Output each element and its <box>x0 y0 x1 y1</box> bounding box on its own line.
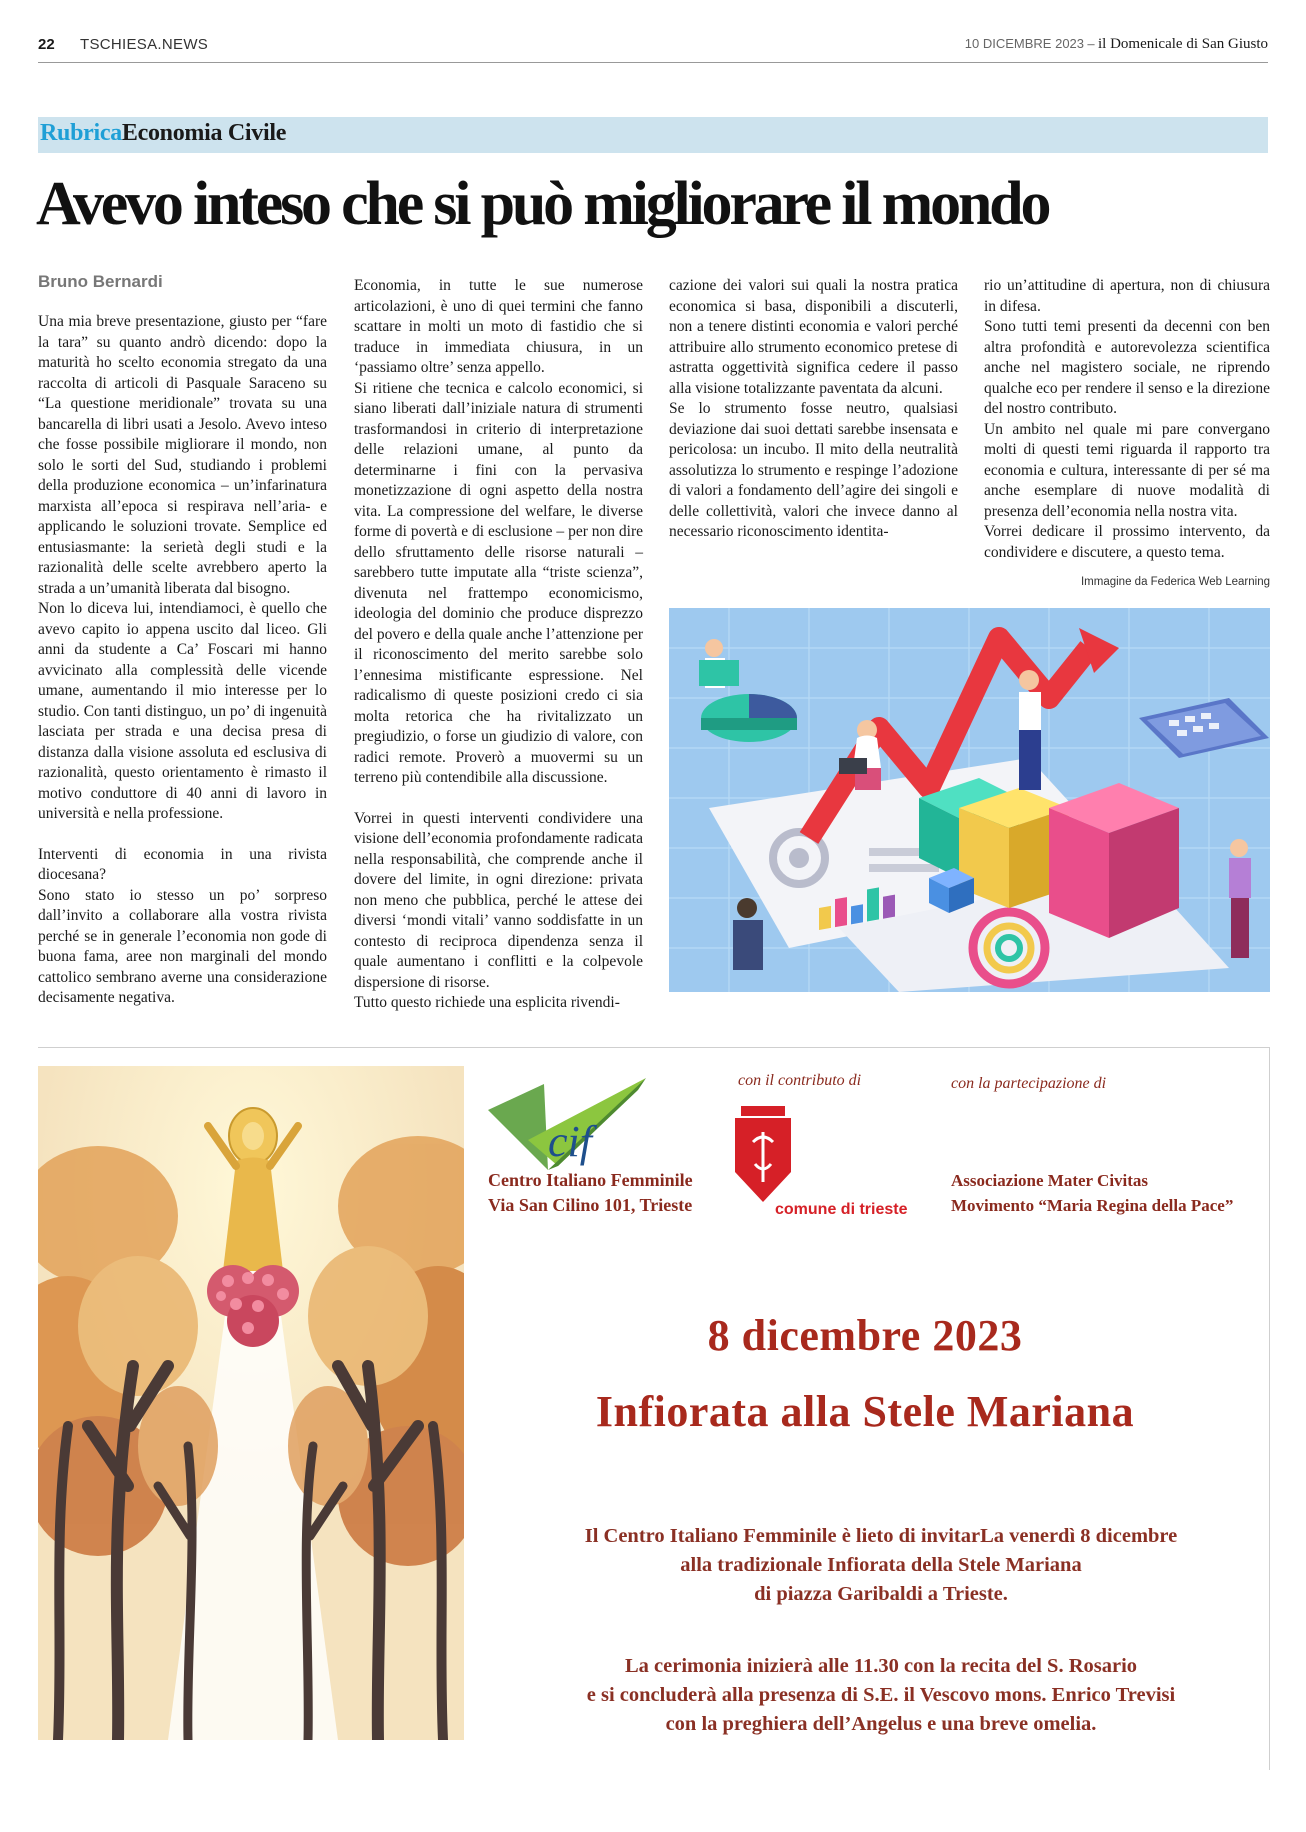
paragraph: Non lo diceva lui, intendiamoci, è quello che avevo capito io appena uscito dal liceo. Gli anni da studente a Ca’ Foscari mi hanno avvicinato alla complessità delle vicende umane, aumentando il mio interesse per lo studio. Con tanti distinguo, un po’ di ingenuità lasciata per strada e una decisa presa di distanza dalla visione assoluta ed esclusiva di razionalità, questo orientamento è rimasto il motivo conduttore di 40 anni di lavoro in università e nella professione. <box>38 600 327 822</box>
invitation-text <box>486 1522 1276 1609</box>
ceremony-text <box>486 1652 1276 1739</box>
article-column-2 <box>354 276 643 1014</box>
comune-trieste-logo <box>713 1102 935 1226</box>
event-date: 8 dicembre 2023 <box>707 1311 1023 1360</box>
page-number: 22 <box>38 36 55 53</box>
invitation-line: Il Centro Italiano Femminile è lieto di invitarLa venerdì 8 dicembre <box>584 1525 1178 1547</box>
site-name[interactable]: TSCHIESA.NEWS <box>80 36 209 53</box>
contribution-label: con il contributo di <box>738 1072 862 1089</box>
cif-org-name: Centro Italiano Femminile <box>488 1170 693 1190</box>
paragraph: Una mia breve presentazione, giusto per “fare la tara” su quanto andrò dicendo: dopo la maturità ho scelto economia stregato da una raccolta di articoli di Pasquale Saraceno su “La questione meridionale” trovata su una bancarella di libri usati a Jesolo. Avevo inteso che fosse possibile migliorare il mondo, non solo le sorti del Sud, studiando i problemi della produzione economica – un’infarinatura marxista all’epoca si respirava nell’aria- e applicando le soluzioni trovate. Semplice ed entusiasmante: la serietà degli studi e la razionalità delle scelte avrebbero aperto la strada a un’umanità liberata dal bisogno. <box>38 313 327 597</box>
paragraph: Si ritiene che tecnica e calcolo economici, si siano liberati dall’iniziale natura di strumenti trasformandosi in criterio di interpretazione delle relazioni umane, al punto da determinarne i fini con la pervasiva monetizzazione di ogni aspetto della nostra vita. La compressione del welfare, le diverse forme di povertà e di esclusione – per non dire dello sfruttamento delle risorse naturali – sarebbero tutte imputate alla “triste scienza”, divenuta nel frattempo economicismo, ideologia del dominio che produce disprezzo del povero e della quale anche l’attenzione per il riconoscimento del merito sarebbe solo l’ennesima mistificante espressione. Nel radicalismo di queste posizioni credo ci sia molta retorica che ha rivitalizzato un pregiudizio, o forse un giudizio di valore, con radici remote. Proverò a muovermi su un terreno più contendibile alla discussione. <box>354 379 643 786</box>
painting-graphic <box>38 1066 464 1740</box>
cif-organization <box>488 1168 693 1218</box>
paragraph: Sono tutti temi presenti da decenni con ben altra profondità e autorevolezza scientifica anche nel magistero sociale, ne riprendo qualche eco per rendere il senso e la direzione del nostro contributo. <box>984 318 1270 417</box>
page-header <box>38 36 1268 64</box>
paragraph: Un ambito nel quale mi pare convergano molti di questi temi riguarda il rapporto tra economia e cultura, interessante di per sé ma anche esemplare di nuove modalità di presenza dell’economia nella nostra vita. <box>984 420 1270 520</box>
rubric-title: Economia Civile <box>121 120 287 146</box>
cif-logo <box>488 1070 646 1180</box>
invitation-line: di piazza Garibaldi a Trieste. <box>754 1583 1008 1605</box>
issue-date <box>965 36 1268 53</box>
paragraph: rio un’attitudine di apertura, non di chiusura in difesa. <box>984 277 1270 315</box>
ad-separator-top <box>38 1047 1270 1048</box>
madonna-painting <box>38 1066 464 1740</box>
header-rule <box>38 62 1268 63</box>
participation-label: con la partecipazione di <box>951 1075 1107 1092</box>
issue-date-text: 10 DICEMBRE 2023 <box>964 36 1085 51</box>
paragraph: Sono stato io stesso un po’ sorpreso dall’invito a collaborare alla vostra rivista perché se in generale l’economia non gode di buona fama, aree non marginali del mondo cattolico sembrano averne una considerazione decisamente negativa. <box>38 886 327 1006</box>
rubric-label <box>40 120 286 147</box>
invitation-line: alla tradizionale Infiorata della Stele Mariana <box>680 1554 1082 1576</box>
rubric-prefix: Rubrica <box>40 120 122 146</box>
image-credit: Immagine da Federica Web Learning <box>1080 576 1270 588</box>
article-column-3 <box>669 276 958 543</box>
article-headline: Avevo inteso che si può migliorare il mondo <box>36 170 1049 238</box>
article-author: Bruno Bernardi <box>38 272 163 291</box>
partner-2: Movimento “Maria Regina della Pace” <box>951 1196 1234 1215</box>
comune-name: comune di trieste <box>775 1201 908 1218</box>
event-title: Infiorata alla Stele Mariana <box>595 1387 1135 1436</box>
partner-1: Associazione Mater Civitas <box>951 1171 1149 1190</box>
ceremony-line: con la preghiera dell’Angelus e una breve omelia. <box>665 1713 1097 1735</box>
date-separator: – <box>1084 37 1099 52</box>
ceremony-line: La cerimonia inizierà alle 11.30 con la recita del S. Rosario <box>624 1655 1138 1677</box>
paragraph: Vorrei dedicare il prossimo intervento, da condividere e discutere, a questo tema. <box>984 523 1270 561</box>
paragraph: Tutto questo richiede una esplicita rivendi- <box>354 994 620 1011</box>
partner-organizations <box>951 1168 1233 1218</box>
paragraph: Interventi di economia in una rivista diocesana? <box>38 845 327 883</box>
article-column-4 <box>984 276 1270 563</box>
paragraph: Vorrei in questi interventi condividere una visione dell’economia profondamente radicata nella responsabilità, che comprende anche il dovere del limite, in ogni direzione: privata non meno che pubblica, perché le attese dei diversi ‘mondi vitali’ vanno soddisfatte in un contesto di reciproca dipendenza senza il quale aumentano i conflitti e la colpevole dispersione di risorse. <box>354 809 643 991</box>
publication-name: il Domenicale di San Giusto <box>1098 36 1268 52</box>
cif-org-address: Via San Cilino 101, Trieste <box>488 1195 693 1215</box>
cif-logo-graphic <box>488 1070 646 1180</box>
comune-logo-graphic <box>713 1102 935 1226</box>
illustration-graphic <box>669 608 1270 992</box>
economy-illustration <box>669 608 1270 992</box>
paragraph: Economia, in tutte le sue numerose articolazioni, è uno di quei termini che fanno scattare in molti un moto di fastidio che si traduce in immediata chiusura, in un ‘passiamo oltre’ senza appello. <box>354 277 643 376</box>
paragraph: Se lo strumento fosse neutro, qualsiasi deviazione dai suoi dettati sarebbe insensata e pericolosa: un incubo. Il mito della neutralità assolutizza lo strumento e respinge l’adozione di valori a fondamento dell’agire dei singoli e delle collettività, valori che invece danno al necessario riconoscimento identita- <box>669 400 958 540</box>
ceremony-line: e si concluderà alla presenza di S.E. il Vescovo mons. Enrico Trevisi <box>586 1684 1176 1706</box>
article-column-1 <box>38 312 327 1009</box>
cif-logo-letters: cif <box>548 1117 592 1166</box>
paragraph: cazione dei valori sui quali la nostra pratica economica si basa, disponibili a discuterli, non a tenere distinti economia e valori perché attribuire allo strumento economico pretese di astratta oggettività significa cedere il passo alla visione totalizzante paventata da alcuni. <box>669 277 958 397</box>
